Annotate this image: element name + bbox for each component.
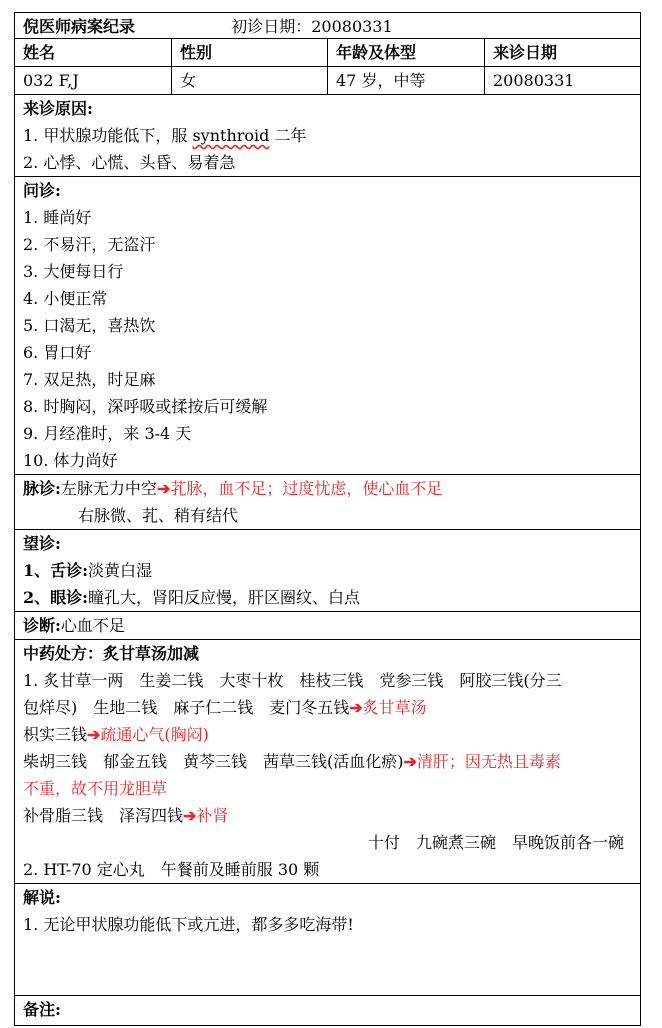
header-age-build: 年龄及体型	[328, 39, 485, 66]
inquiry-item: 5. 口渴无，喜热饮	[23, 316, 156, 335]
inquiry-item: 6. 胃口好	[23, 343, 92, 362]
record-title: 倪医师病案纪录	[23, 17, 136, 36]
pulse-right: 右脉微、芤、稍有结代	[78, 506, 239, 525]
diagnosis-label: 诊断:	[23, 616, 61, 635]
prescription-line: 1. 炙甘草一两 生姜二钱 大枣十枚 桂枝三钱 党参三钱 阿胶三钱(分三	[23, 671, 562, 690]
value-visit-date: 20080331	[493, 71, 575, 90]
value-age-build: 47 岁，中等	[328, 67, 485, 94]
header-visit-date: 来诊日期	[493, 43, 558, 62]
section-observation	[14, 530, 641, 612]
inquiry-item: 2. 不易汗，无盗汗	[23, 235, 156, 254]
reason-item-2: 2. 心悸、心慌、头昏、易着急	[23, 153, 236, 172]
section-reason	[14, 95, 641, 177]
prescription-line: 枳实三钱➔疏通心气(胸闷)	[23, 725, 209, 744]
prescription-label: 中药处方：炙甘草汤加减	[23, 644, 200, 663]
inquiry-item: 9. 月经准时，来 3-4 天	[23, 424, 192, 443]
patient-info-header	[14, 39, 641, 67]
value-gender: 女	[172, 67, 328, 94]
first-visit-label: 初诊日期：	[231, 17, 312, 36]
section-inquiry	[14, 177, 641, 475]
drug-name: synthroid	[192, 126, 270, 145]
pulse-left: 脉诊:左脉无力中空➔芤脉，血不足；过度忧虑，使心血不足	[23, 479, 443, 498]
section-pulse	[14, 475, 641, 530]
pulse-label: 脉诊:	[23, 479, 61, 498]
explanation-item: 1. 无论甲状腺功能低下或亢进，都多多吃海带!	[23, 915, 354, 934]
inquiry-label: 问诊:	[23, 181, 61, 200]
prescription-line: 包烊尽) 生地二钱 麻子仁二钱 麦门冬五钱➔炙甘草汤	[23, 698, 427, 717]
patient-info-values	[14, 67, 641, 95]
inquiry-item: 8. 时胸闷，深呼吸或揉按后可缓解	[23, 397, 268, 416]
section-explanation	[14, 884, 641, 996]
header-gender: 性别	[172, 39, 328, 66]
section-prescription	[14, 640, 641, 884]
arrow-icon: ➔	[403, 752, 417, 771]
medical-record	[14, 12, 641, 1026]
inquiry-item: 3. 大便每日行	[23, 262, 124, 281]
inquiry-item: 1. 睡尚好	[23, 208, 92, 227]
prescription-line: 柴胡三钱 郁金五钱 黄芩三钱 茜草三钱(活血化瘀)➔清肝；因无热且毒素	[23, 752, 561, 771]
arrow-icon: ➔	[87, 725, 101, 744]
observation-label: 望诊:	[23, 534, 61, 553]
reason-item-1: 1. 甲状腺功能低下，服 synthroid 二年	[23, 126, 307, 145]
arrow-icon: ➔	[183, 806, 197, 825]
inquiry-item: 7. 双足热，时足麻	[23, 370, 156, 389]
section-remarks	[14, 996, 641, 1026]
prescription-line: 不重，故不用龙胆草	[23, 779, 168, 798]
arrow-icon: ➔	[156, 479, 171, 498]
prescription-line: 补骨脂三钱 泽泻四钱➔补肾	[23, 806, 229, 825]
tongue-diagnosis: 1、舌诊:淡黄白湿	[23, 561, 153, 580]
first-visit-date: 20080331	[311, 17, 393, 36]
prescription-line: 2. HT-70 定心丸 午餐前及睡前服 30 颗	[23, 860, 320, 879]
inquiry-item: 10. 体力尚好	[23, 451, 118, 470]
eye-diagnosis: 2、眼诊:瞳孔大，肾阳反应慢，肝区圈纹、白点	[23, 588, 361, 607]
reason-label: 来诊原因:	[23, 99, 93, 118]
diagnosis-value: 心血不足	[60, 616, 125, 635]
record-header	[14, 12, 641, 39]
prescription-dosage: 十付 九碗煮三碗 早晚饭前各一碗	[367, 833, 624, 852]
value-name: 032 F,J	[15, 67, 172, 94]
header-name: 姓名	[15, 39, 172, 66]
section-diagnosis	[14, 612, 641, 640]
remarks-label: 备注:	[23, 1000, 61, 1019]
explanation-label: 解说:	[23, 888, 61, 907]
inquiry-item: 4. 小便正常	[23, 289, 108, 308]
arrow-icon: ➔	[349, 698, 363, 717]
pulse-note: 芤脉，血不足；过度忧虑，使心血不足	[170, 479, 443, 498]
